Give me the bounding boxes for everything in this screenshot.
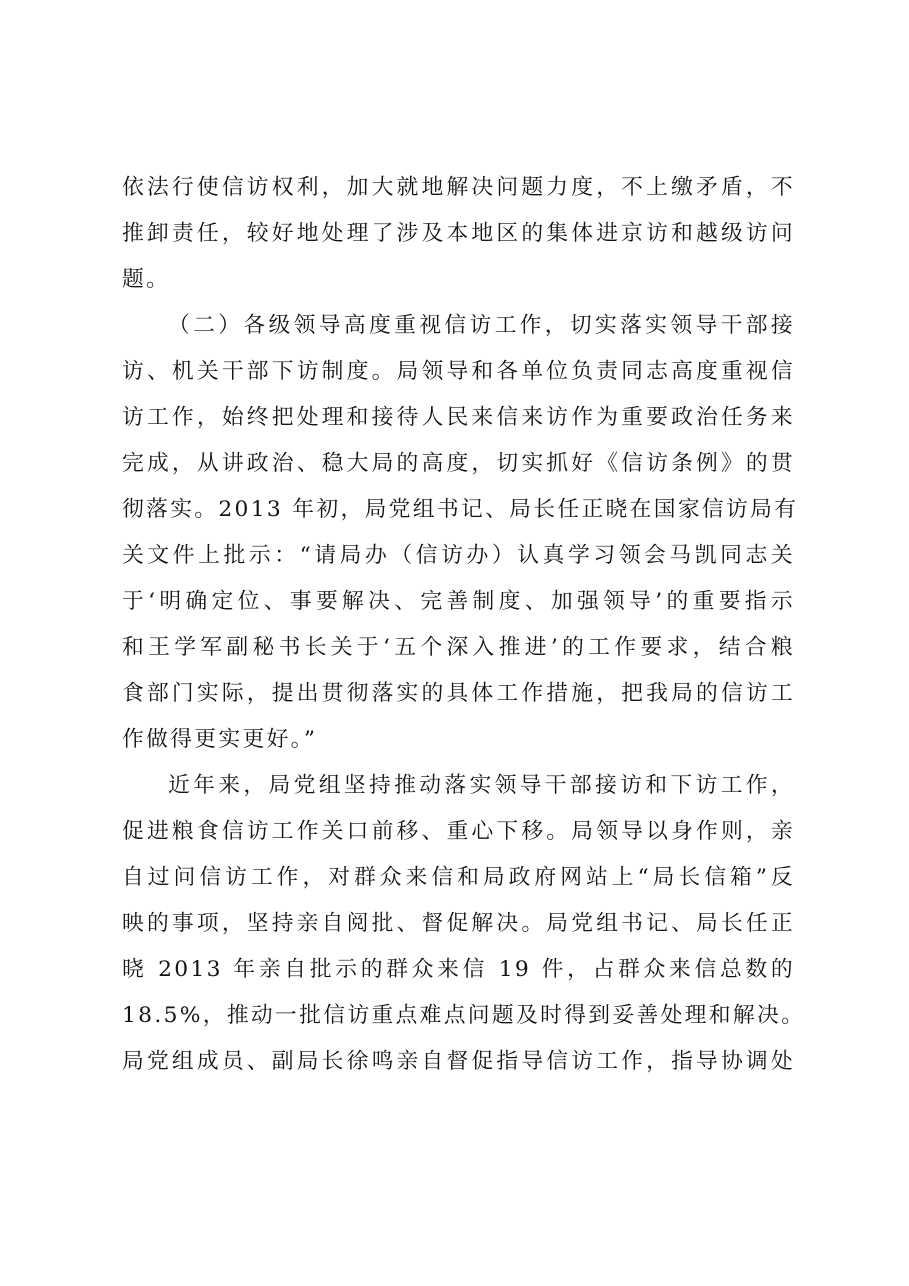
document-body [122, 165, 806, 1085]
text-line: 彻落实。2013 年初，局党组书记、局长任正晓在国家信访局有 [122, 497, 799, 522]
text-line: 依法行使信访权利，加大就地解决问题力度，不上缴矛盾，不 [122, 175, 795, 200]
text-line: （二）各级领导高度重视信访工作，切实落实领导干部接 [168, 313, 795, 338]
text-line: 作做得更实更好。” [122, 727, 318, 752]
text-line: 访工作，始终把处理和接待人民来信来访作为重要政治任务来 [122, 405, 795, 430]
text-line: 近年来，局党组坚持推动落实领导干部接访和下访工作， [168, 773, 795, 798]
text-line: 和王学军副秘书长关于‘五个深入推进’的工作要求，结合粮 [122, 635, 795, 660]
paragraph-section-2 [122, 303, 799, 763]
text-line: 局党组成员、副局长徐鸣亲自督促指导信访工作，指导协调处 [122, 1049, 795, 1074]
text-line: 18.5%，推动一批信访重点难点问题及时得到妥善处理和解决。 [122, 1003, 806, 1028]
paragraph-continuation [122, 165, 795, 303]
text-line: 晓 2013 年亲自批示的群众来信 19 件，占群众来信总数的 [122, 957, 795, 982]
text-line: 自过问信访工作，对群众来信和局政府网站上“局长信箱”反 [122, 865, 795, 890]
text-line: 推卸责任，较好地处理了涉及本地区的集体进京访和越级访问 [122, 221, 795, 246]
text-line: 题。 [122, 267, 171, 292]
text-line: 于‘明确定位、事要解决、完善制度、加强领导’的重要指示 [122, 589, 795, 614]
text-line: 关文件上批示：“请局办（信访办）认真学习领会马凯同志关 [122, 543, 795, 568]
text-line: 访、机关干部下访制度。局领导和各单位负责同志高度重视信 [122, 359, 795, 384]
text-line: 完成，从讲政治、稳大局的高度，切实抓好《信访条例》的贯 [122, 451, 795, 476]
text-line: 映的事项，坚持亲自阅批、督促解决。局党组书记、局长任正 [122, 911, 795, 936]
text-line: 促进粮食信访工作关口前移、重心下移。局领导以身作则，亲 [122, 819, 795, 844]
text-line: 食部门实际，提出贯彻落实的具体工作措施，把我局的信访工 [122, 681, 795, 706]
paragraph-recent-years [122, 763, 806, 1085]
